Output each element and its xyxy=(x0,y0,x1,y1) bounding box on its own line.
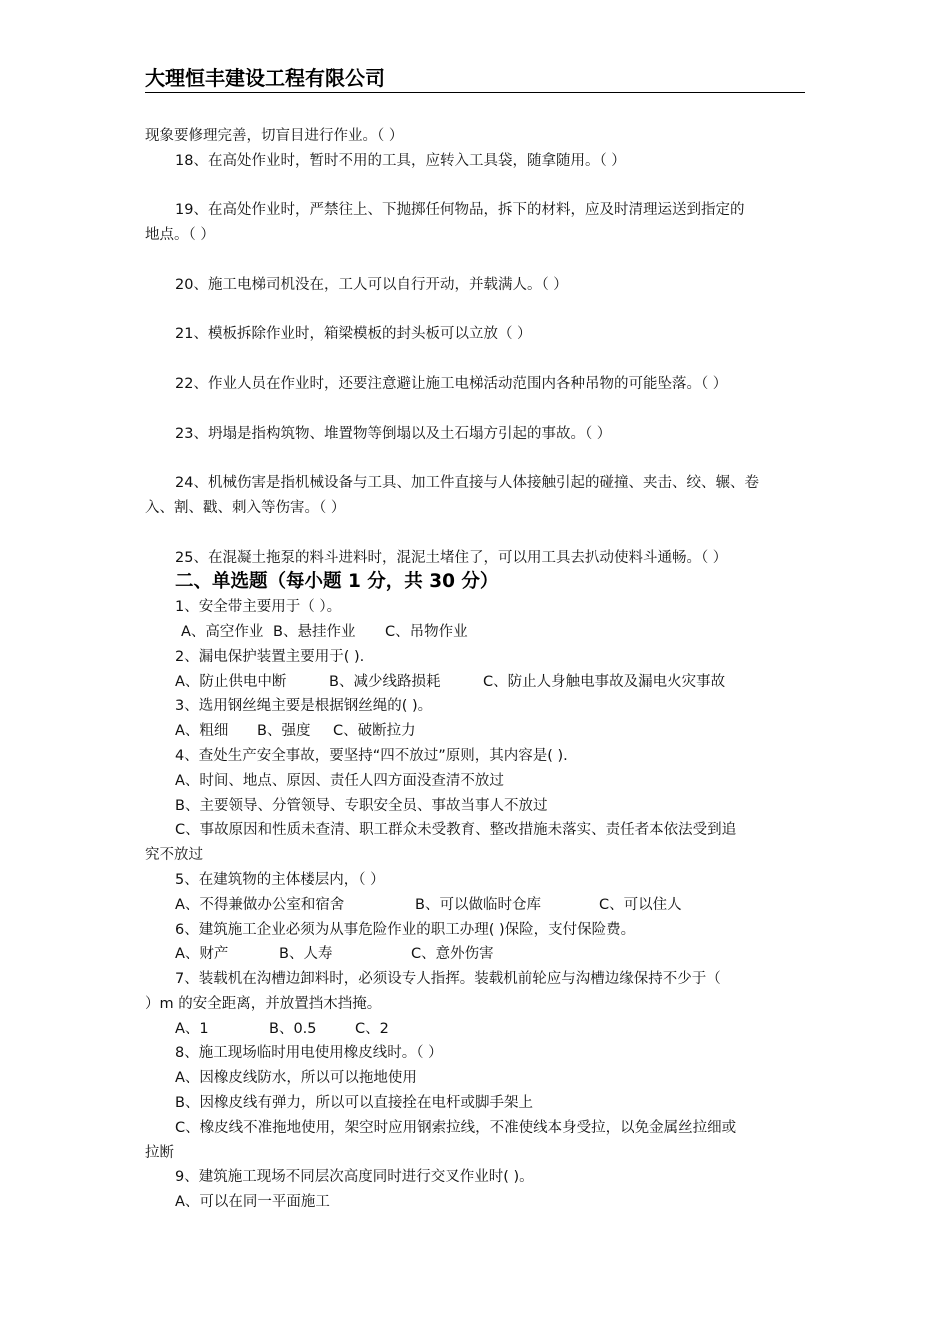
mc-question-8-option-c-line2: 拉断 xyxy=(145,1144,174,1161)
mc-question-4: 4、查处生产安全事故，要坚持“四不放过”原则，其内容是( ). xyxy=(175,747,568,764)
question-22: 22、作业人员在作业时，还要注意避让施工电梯活动范围内各种吊物的可能坠落。（ ） xyxy=(175,375,728,392)
option-c: C、防止人身触电事故及漏电火灾事故 xyxy=(483,673,726,690)
mc-question-7-line1: 7、装载机在沟槽边卸料时，必须设专人指挥。装载机前轮应与沟槽边缘保持不少于（ xyxy=(175,971,721,988)
mc-question-2-options xyxy=(145,670,807,695)
option-a: A、财产 xyxy=(175,946,229,963)
mc-question-7-line2: ）m 的安全距离，并放置挡木挡掩。 xyxy=(145,995,382,1012)
mc-question-9: 9、建筑施工现场不同层次高度同时进行交叉作业时( )。 xyxy=(175,1169,534,1186)
option-c: C、可以住人 xyxy=(599,896,682,913)
mc-question-8-option-a: A、因橡皮线防水，所以可以拖地使用 xyxy=(175,1070,417,1087)
question-20: 20、施工电梯司机没在，工人可以自行开动，并载满人。（ ） xyxy=(175,276,568,293)
mc-question-2: 2、漏电保护装置主要用于( ). xyxy=(175,648,365,665)
question-19-line2: 地点。（ ） xyxy=(145,227,215,244)
mc-question-6-options xyxy=(145,942,807,967)
option-a: A、防止供电中断 xyxy=(175,673,287,690)
option-b: B、减少线路损耗 xyxy=(329,673,441,690)
question-24-line1: 24、机械伤害是指机械设备与工具、加工件直接与人体接触引起的碰撞、夹击、绞、辗、卷 xyxy=(175,475,759,492)
page-header-company: 大理恒丰建设工程有限公司 xyxy=(145,64,805,93)
option-a: A、1 xyxy=(175,1020,209,1037)
option-c: C、吊物作业 xyxy=(385,623,468,640)
question-21: 21、模板拆除作业时，箱梁模板的封头板可以立放（ ） xyxy=(175,326,532,343)
option-b: B、可以做临时仓库 xyxy=(415,896,541,913)
question-25: 25、在混凝土拖泵的料斗进料时，混泥土堵住了，可以用工具去扒动使料斗通畅。（ ） xyxy=(175,549,728,566)
mc-question-8-option-c-line1: C、橡皮线不准拖地使用，架空时应用钢索拉线，不准使线本身受拉，以免金属丝拉细或 xyxy=(175,1119,737,1136)
mc-question-8-option-b: B、因橡皮线有弹力，所以可以直接拴在电杆或脚手架上 xyxy=(175,1095,533,1112)
mc-question-5-options xyxy=(145,893,807,918)
mc-question-1-options xyxy=(145,620,807,645)
question-18: 18、在高处作业时，暂时不用的工具，应转入工具袋，随拿随用。（ ） xyxy=(175,152,626,169)
option-c: C、2 xyxy=(355,1020,389,1037)
question-17-continuation: 现象要修理完善，切盲目进行作业。（ ） xyxy=(145,128,404,144)
question-24-line2: 入、割、戳、刺入等伤害。（ ） xyxy=(145,499,346,516)
mc-question-9-option-a: A、可以在同一平面施工 xyxy=(175,1194,330,1211)
option-a: A、粗细 xyxy=(175,723,229,740)
section-heading-single-choice: 二、单选题（每小题 1 分，共 30 分） xyxy=(175,571,499,593)
option-b: B、强度 xyxy=(257,723,311,740)
mc-question-3-options xyxy=(145,719,807,744)
mc-question-4-option-b: B、主要领导、分管领导、专职安全员、事故当事人不放过 xyxy=(175,797,548,814)
question-23: 23、坍塌是指构筑物、堆置物等倒塌以及土石塌方引起的事故。（ ） xyxy=(175,425,612,442)
question-19-line1: 19、在高处作业时，严禁往上、下抛掷任何物品，拆下的材料，应及时清理运送到指定的 xyxy=(175,202,745,219)
mc-question-8: 8、施工现场临时用电使用橡皮线时。（ ） xyxy=(175,1045,443,1062)
mc-question-6: 6、建筑施工企业必须为从事危险作业的职工办理( )保险，支付保险费。 xyxy=(175,921,636,938)
mc-question-4-option-a: A、时间、地点、原因、责任人四方面没查清不放过 xyxy=(175,772,504,789)
option-b: B、悬挂作业 xyxy=(273,623,356,640)
option-c: C、破断拉力 xyxy=(333,723,416,740)
mc-question-4-option-c-line2: 究不放过 xyxy=(145,847,203,864)
option-c: C、意外伤害 xyxy=(411,946,494,963)
mc-question-7-options xyxy=(145,1017,807,1042)
mc-question-1: 1、安全带主要用于（ ）。 xyxy=(175,599,342,616)
option-b: B、人寿 xyxy=(279,946,333,963)
mc-question-4-option-c-line1: C、事故原因和性质未查清、职工群众未受教育、整改措施未落实、责任者本依法受到追 xyxy=(175,822,737,839)
mc-question-3: 3、选用钢丝绳主要是根据钢丝绳的( )。 xyxy=(175,698,433,715)
option-a: A、高空作业 xyxy=(181,623,264,640)
option-b: B、0.5 xyxy=(269,1020,317,1037)
mc-question-5: 5、在建筑物的主体楼层内，（ ） xyxy=(175,871,385,888)
option-a: A、不得兼做办公室和宿舍 xyxy=(175,896,345,913)
document-body xyxy=(145,124,807,1215)
